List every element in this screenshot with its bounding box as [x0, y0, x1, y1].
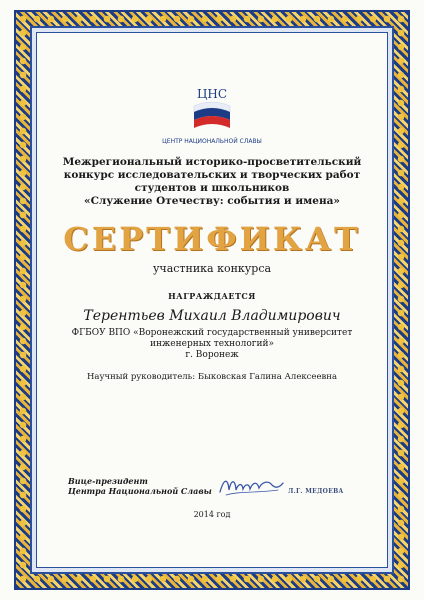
- organization-line: инженерных технологий»: [150, 339, 274, 349]
- position-line: Центра Национальной Славы: [68, 486, 212, 496]
- heading-line: студентов и школьников: [134, 182, 290, 194]
- organization: [36, 328, 388, 361]
- position-line: Вице-президент: [68, 476, 148, 486]
- certificate-subtitle: участника конкурса: [152, 262, 272, 275]
- signatory-name: Л.Г. МЕДОЕВА: [288, 488, 344, 495]
- certificate-content: [36, 32, 388, 568]
- heading-line: конкурс исследовательских и творческих работ: [63, 169, 361, 181]
- contest-heading: [36, 156, 388, 208]
- heading-line: «Служение Отечеству: события и имена»: [84, 195, 340, 207]
- organization-line: ФГБОУ ВПО «Воронежский государственный университет: [71, 328, 353, 338]
- awarded-label: НАГРАЖДАЕТСЯ: [168, 291, 256, 301]
- organization-line: г. Воронеж: [185, 350, 239, 360]
- logo-monogram: ЦНС: [196, 87, 228, 101]
- recipient-name: Терентьев Михаил Владимирович: [83, 308, 341, 324]
- center-logo: [188, 80, 236, 144]
- signatory-position: [68, 476, 212, 496]
- logo-caption: ЦЕНТР НАЦИОНАЛЬНОЙ СЛАВЫ: [162, 138, 262, 145]
- supervisor: Научный руководитель: Быковская Галина Алексеевна: [86, 372, 338, 382]
- handwritten-signature: [216, 470, 286, 500]
- issue-year: 2014 год: [193, 510, 231, 519]
- heading-line: Межрегиональный историко-просветительский: [62, 156, 362, 168]
- certificate-title: СЕРТИФИКАТ: [63, 220, 361, 258]
